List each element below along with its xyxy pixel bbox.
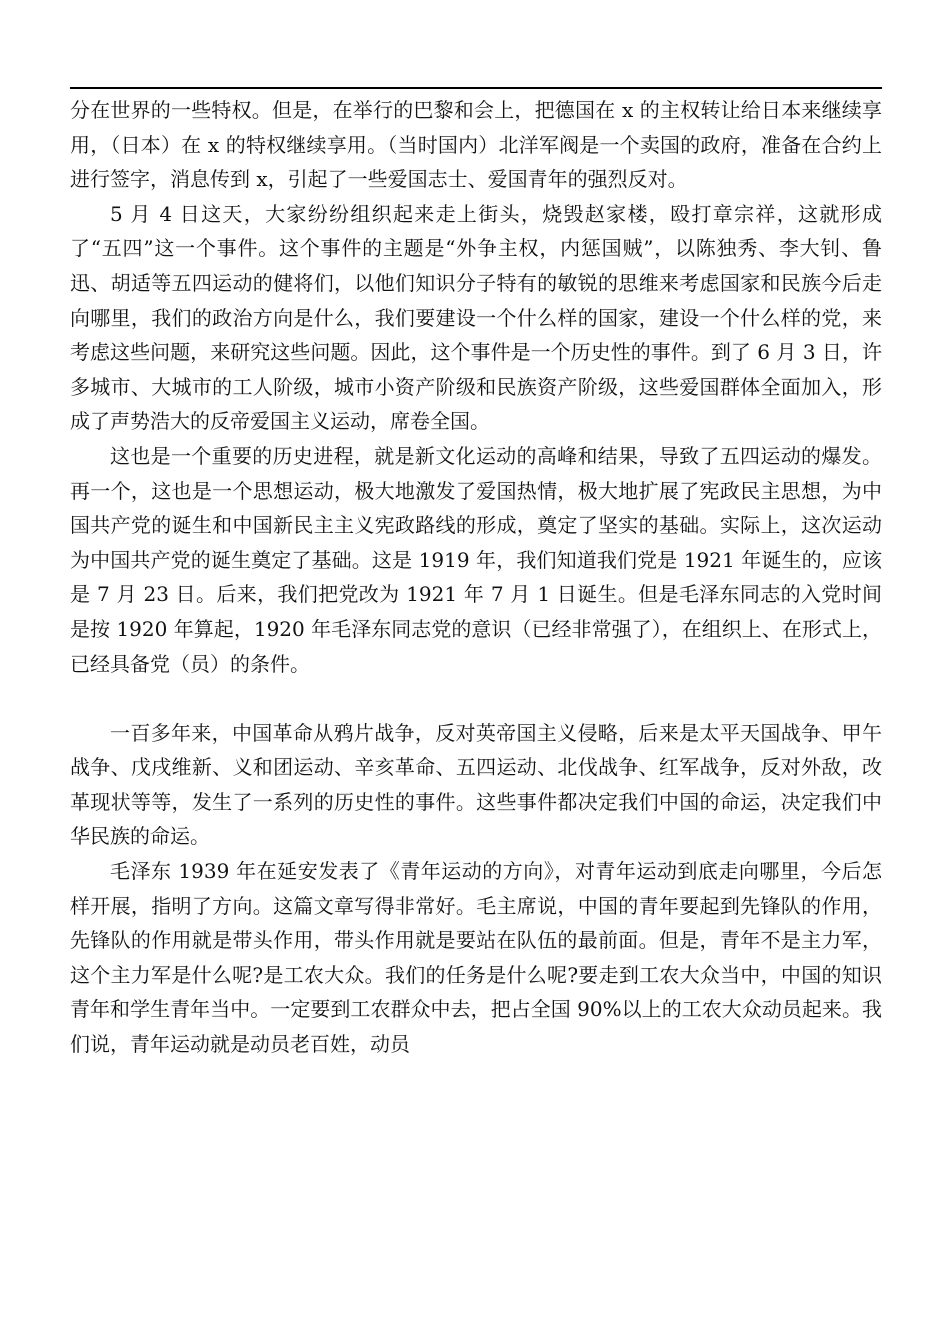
paragraph-4: 一百多年来，中国革命从鸦片战争，反对英帝国主义侵略，后来是太平天国战争、甲午战争、戊戌维新、义和团运动、辛亥革命、五四运动、北伐战争、红军战争，反对外敌，改革现状等等，发生了一系列的历史性的事件。这些事件都决定我们中国的命运，决定我们中华民族的命运。 (70, 720, 882, 849)
document-body (70, 93, 882, 1062)
paragraph-2: 5 月 4 日这天，大家纷纷组织起来走上街头，烧毁赵家楼，殴打章宗祥，这就形成了“五四”这一个事件。这个事件的主题是“外争主权，内惩国贼”，以陈独秀、李大钊、鲁迅、胡适等五四运动的健将们，以他们知识分子特有的敏锐的思维来考虑国家和民族今后走向哪里，我们的政治方向是什么，我们要建设一个什么样的国家，建设一个什么样的党，来考虑这些问题，来研究这些问题。因此，这个事件是一个历史性的事件。到了 6 月 3 日，许多城市、大城市的工人阶级，城市小资产阶级和民族资产阶级，这些爱国群体全面加入，形成了声势浩大的反帝爱国主义运动，席卷全国。 (70, 201, 882, 434)
paragraph-3: 这也是一个重要的历史进程，就是新文化运动的高峰和结果，导致了五四运动的爆发。再一个，这也是一个思想运动，极大地激发了爱国热情，极大地扩展了宪政民主思想，为中国共产党的诞生和中国新民主主义宪政路线的形成，奠定了坚实的基础。实际上，这次运动为中国共产党的诞生奠定了基础。这是 1919 年，我们知道我们党是 1921 年诞生的，应该是 7 月 23 日。后来，我们把党改为 1921 年 7 月 1 日诞生。但是毛泽东同志的入党时间是按 1920 年算起，1920 年毛泽东同志党的意识（已经非常强了），在组织上、在形式上，已经具备党（员）的条件。 (70, 443, 882, 676)
header-rule (70, 87, 882, 89)
paragraph-1: 分在世界的一些特权。但是，在举行的巴黎和会上，把德国在 x 的主权转让给日本来继续享用，（日本）在 x 的特权继续享用。（当时国内）北洋军阀是一个卖国的政府，准备在合约上进行签字，消息传到 x，引起了一些爱国志士、爱国青年的强烈反对。 (70, 98, 882, 192)
paragraph-5: 毛泽东 1939 年在延安发表了《青年运动的方向》，对青年运动到底走向哪里，今后怎样开展，指明了方向。这篇文章写得非常好。毛主席说，中国的青年要起到先锋队的作用，先锋队的作用就是带头作用，带头作用就是要站在队伍的最前面。但是，青年不是主力军，这个主力军是什么呢?是工农大众。我们的任务是什么呢?要走到工农大众当中，中国的知识青年和学生青年当中。一定要到工农群众中去，把占全国 90%以上的工农大众动员起来。我们说，青年运动就是动员老百姓，动员 (70, 859, 882, 1057)
